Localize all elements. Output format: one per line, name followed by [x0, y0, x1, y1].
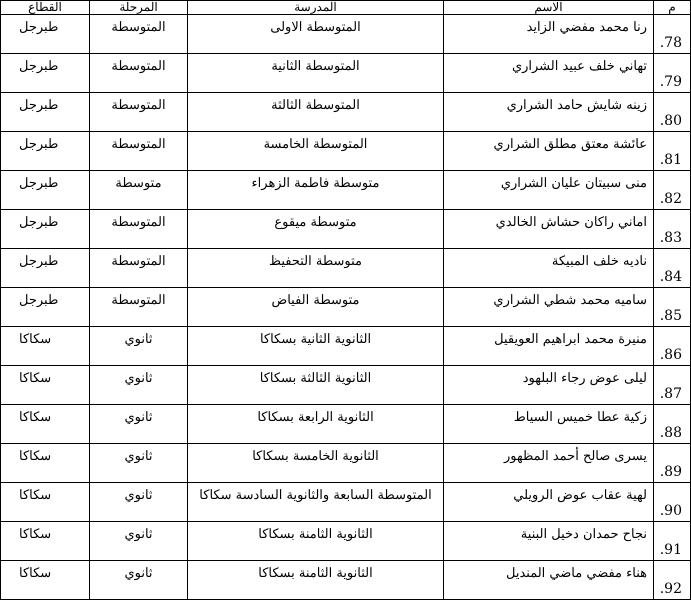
row-number-cell	[654, 366, 691, 405]
row-name: اماني راكان حشاش الخالدي	[444, 210, 654, 249]
table-row	[1, 15, 691, 54]
row-school: الثانوية الثامنة بسكاكا	[188, 522, 444, 561]
row-number: .80	[659, 113, 682, 129]
row-stage: المتوسطة	[90, 15, 188, 54]
row-school: الثانوية الرابعة بسكاكا	[188, 405, 444, 444]
header-sector: القطاع	[1, 1, 90, 15]
row-name: ناديه خلف المبيكة	[444, 249, 654, 288]
header-school: المدرسة	[188, 1, 444, 15]
row-name: تهاني خلف عبيد الشراري	[444, 54, 654, 93]
row-number-cell	[654, 288, 691, 327]
table-row	[1, 171, 691, 210]
row-stage: المتوسطة	[90, 210, 188, 249]
row-sector: سكاكا	[1, 561, 90, 600]
row-stage: متوسطة	[90, 171, 188, 210]
row-number-cell	[654, 54, 691, 93]
row-school: الثانوية الخامسة بسكاكا	[188, 444, 444, 483]
table-row	[1, 54, 691, 93]
row-name: ليلى عوض رجاء البلهود	[444, 366, 654, 405]
row-stage: ثانوي	[90, 522, 188, 561]
row-school: الثانوية الثانية بسكاكا	[188, 327, 444, 366]
row-number-cell	[654, 483, 691, 522]
row-number: .84	[659, 269, 682, 285]
row-sector: طبرجل	[1, 132, 90, 171]
row-stage: المتوسطة	[90, 54, 188, 93]
row-number-cell	[654, 210, 691, 249]
table-row	[1, 249, 691, 288]
row-school: المتوسطة الثانية	[188, 54, 444, 93]
row-sector: سكاكا	[1, 405, 90, 444]
row-school: المتوسطة الخامسة	[188, 132, 444, 171]
row-number: .87	[659, 386, 682, 402]
row-sector: طبرجل	[1, 93, 90, 132]
header-name: الاسم	[444, 1, 654, 15]
row-sector: سكاكا	[1, 366, 90, 405]
row-school: الثانوية الثامنة بسكاكا	[188, 561, 444, 600]
row-name: زكية عطا خميس السياط	[444, 405, 654, 444]
row-number-cell	[654, 132, 691, 171]
row-stage: المتوسطة	[90, 132, 188, 171]
row-name: هناء مفضي ماضي المنديل	[444, 561, 654, 600]
row-stage: ثانوي	[90, 366, 188, 405]
row-name: رنا محمد مفضي الزايد	[444, 15, 654, 54]
row-number: .79	[659, 74, 682, 90]
row-sector: سكاكا	[1, 522, 90, 561]
row-name: نجاح حمدان دخيل البنية	[444, 522, 654, 561]
row-number: .88	[659, 425, 682, 441]
row-school: المتوسطة الاولى	[188, 15, 444, 54]
row-stage: ثانوي	[90, 405, 188, 444]
row-number-cell	[654, 171, 691, 210]
row-name: يسرى صالح أحمد المظهور	[444, 444, 654, 483]
table-row	[1, 483, 691, 522]
row-number-cell	[654, 249, 691, 288]
row-stage: المتوسطة	[90, 93, 188, 132]
row-number: .83	[659, 230, 682, 246]
table-row	[1, 327, 691, 366]
row-number-cell	[654, 405, 691, 444]
header-num: م	[654, 1, 691, 15]
table-row	[1, 405, 691, 444]
row-school: متوسطة ميقوع	[188, 210, 444, 249]
row-number: .82	[659, 191, 682, 207]
row-school: متوسطة الفياض	[188, 288, 444, 327]
table-row	[1, 522, 691, 561]
row-school: متوسطة التحفيظ	[188, 249, 444, 288]
row-number-cell	[654, 15, 691, 54]
row-sector: سكاكا	[1, 327, 90, 366]
row-sector: طبرجل	[1, 171, 90, 210]
row-school: المتوسطة السابعة والثانوية السادسة سكاكا	[188, 483, 444, 522]
row-name: منى سبيتان عليان الشراري	[444, 171, 654, 210]
table-row	[1, 288, 691, 327]
row-stage: ثانوي	[90, 444, 188, 483]
row-number: .81	[659, 152, 682, 168]
row-number: .85	[659, 308, 682, 324]
row-sector: طبرجل	[1, 210, 90, 249]
row-number-cell	[654, 93, 691, 132]
row-sector: طبرجل	[1, 54, 90, 93]
table-row	[1, 366, 691, 405]
row-school: المتوسطة الثالثة	[188, 93, 444, 132]
row-number-cell	[654, 444, 691, 483]
row-sector: طبرجل	[1, 288, 90, 327]
header-stage: المرحلة	[90, 1, 188, 15]
row-number: .90	[659, 503, 682, 519]
row-stage: ثانوي	[90, 327, 188, 366]
row-stage: المتوسطة	[90, 249, 188, 288]
row-name: ساميه محمد شطي الشراري	[444, 288, 654, 327]
row-name: لهية عقاب عوض الرويلي	[444, 483, 654, 522]
row-number-cell	[654, 522, 691, 561]
table-row	[1, 210, 691, 249]
row-number: .89	[659, 464, 682, 480]
row-sector: سكاكا	[1, 483, 90, 522]
row-number-cell	[654, 327, 691, 366]
row-number-cell	[654, 561, 691, 600]
row-sector: طبرجل	[1, 249, 90, 288]
row-number: .86	[659, 347, 682, 363]
row-number: .92	[659, 581, 682, 597]
row-number: .91	[659, 542, 682, 558]
row-stage: المتوسطة	[90, 288, 188, 327]
row-stage: ثانوي	[90, 561, 188, 600]
row-school: الثانوية الثالثة بسكاكا	[188, 366, 444, 405]
row-name: زينه شايش حامد الشراري	[444, 93, 654, 132]
row-name: عائشة معتق مطلق الشراري	[444, 132, 654, 171]
table-row	[1, 93, 691, 132]
row-name: منيرة محمد ابراهيم العويقيل	[444, 327, 654, 366]
table-row	[1, 132, 691, 171]
table-header-row	[1, 1, 691, 15]
row-number: .78	[659, 35, 682, 51]
row-sector: طبرجل	[1, 15, 90, 54]
table-body	[1, 15, 691, 600]
row-school: متوسطة فاطمة الزهراء	[188, 171, 444, 210]
table-row	[1, 444, 691, 483]
row-stage: ثانوي	[90, 483, 188, 522]
row-sector: سكاكا	[1, 444, 90, 483]
table-row	[1, 561, 691, 600]
